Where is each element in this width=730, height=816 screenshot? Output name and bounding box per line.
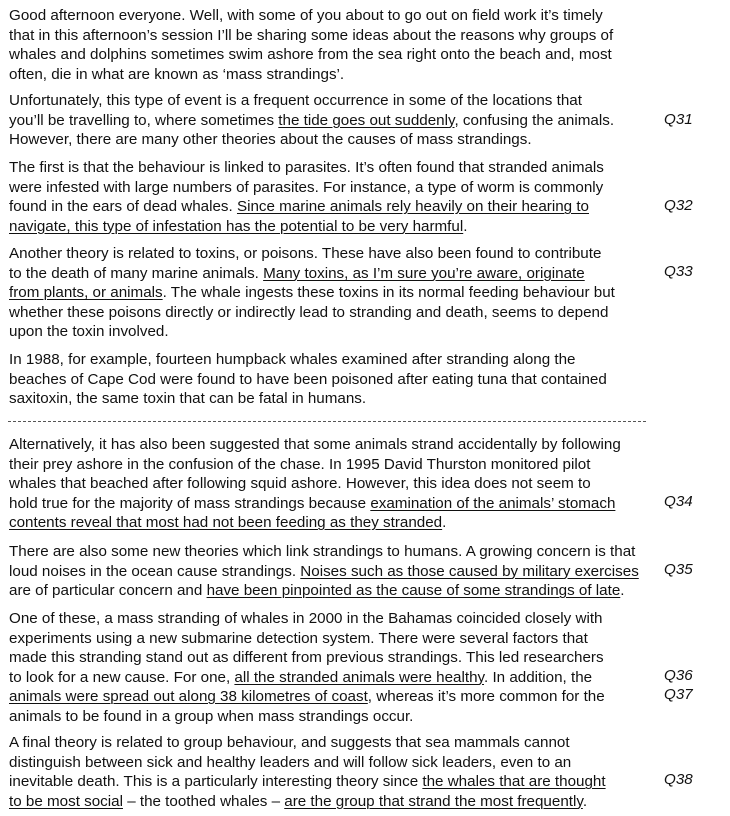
paragraph-parasites	[9, 158, 604, 236]
text-run: .	[442, 514, 447, 531]
underlined-answer-text: the whales that are thought	[422, 773, 606, 790]
text-line	[9, 130, 614, 150]
text-line	[9, 283, 615, 303]
text-run: to look for a new cause. For one,	[9, 668, 235, 686]
underlined-answer-text: to be most social	[9, 792, 123, 810]
text-line	[9, 562, 639, 582]
text-line	[9, 707, 605, 727]
text-line	[9, 217, 604, 237]
text-run: . In addition, the	[484, 668, 593, 686]
text-line	[9, 6, 613, 26]
paragraph-prey	[9, 435, 621, 533]
text-run: saxitoxin, the same toxin that can be fatal in humans.	[9, 390, 367, 407]
text-line	[9, 111, 614, 131]
question-label-q36: Q36	[664, 667, 693, 684]
underlined-answer-text: examination of the animals’ stomach	[370, 494, 616, 512]
text-line	[9, 45, 613, 65]
text-line	[9, 474, 621, 494]
paragraph-humans	[9, 542, 639, 601]
text-line	[9, 455, 621, 475]
text-run: whales and dolphins sometimes swim ashore from the sea right onto the beach and, most	[9, 46, 612, 63]
underlined-answer-text: are the group that strand the most frequently	[284, 792, 583, 810]
text-run: Another theory is related to toxins, or poisons. These have also been found to contribute	[9, 245, 602, 262]
text-run: hold true for the majority of mass strandings because	[9, 494, 371, 512]
paragraph-toxins	[9, 244, 615, 342]
underlined-answer-text: Many toxins, as I’m sure you’re aware, originate	[263, 264, 585, 282]
text-line	[9, 542, 639, 562]
question-label-q32: Q32	[664, 197, 693, 214]
text-run: you’ll be travelling to, where sometimes	[9, 111, 279, 129]
text-run: beaches of Cape Cod were found to have been poisoned after eating tuna that contained	[9, 370, 607, 388]
text-run: found in the ears of dead whales.	[9, 198, 237, 215]
paragraph-intro	[9, 6, 613, 84]
text-run: In 1988, for example, fourteen humpback whales examined after stranding along the	[9, 351, 576, 368]
text-line	[9, 792, 606, 812]
text-line	[9, 26, 613, 46]
text-run: One of these, a mass stranding of whales in 2000 in the Bahamas coincided closely with	[9, 610, 603, 627]
text-run: their prey ashore in the confusion of the chase. In 1995 David Thurston monitored pilot	[9, 455, 591, 473]
text-line	[9, 65, 613, 85]
text-line	[9, 733, 606, 753]
underlined-answer-text: animals were spread out along 38 kilometres of coast	[9, 688, 368, 705]
text-line	[9, 609, 605, 629]
text-run: . The whale ingests these toxins in its normal feeding behaviour but	[162, 284, 615, 301]
underlined-answer-text: all the stranded animals were healthy	[234, 668, 485, 686]
text-line	[9, 435, 621, 455]
text-line	[9, 197, 604, 217]
text-run: distinguish between sick and healthy leaders and will follow sick leaders, even to an	[9, 753, 572, 771]
underlined-answer-text: Noises such as those caused by military exercises	[300, 562, 639, 580]
text-line	[9, 91, 614, 111]
paragraph-group-behaviour	[9, 733, 606, 811]
text-line	[9, 389, 607, 409]
underlined-answer-text: Since marine animals rely heavily on their hearing to	[236, 198, 589, 215]
text-line	[9, 513, 621, 533]
text-run: whether these poisons directly or indirectly lead to stranding and death, seems to depend	[9, 303, 609, 321]
text-line	[9, 158, 604, 178]
text-line	[9, 772, 606, 792]
text-run: experiments using a new submarine detection system. There were several factors that	[9, 629, 588, 647]
text-run: loud noises in the ocean cause strandings.	[9, 562, 301, 580]
text-run: Alternatively, it has also been suggested that some animals strand accidentally by following	[9, 436, 621, 453]
text-run: to the death of many marine animals.	[9, 264, 264, 282]
text-run: .	[582, 792, 588, 810]
paragraph-cape-cod	[9, 350, 607, 409]
text-run: animals to be found in a group when mass strandings occur.	[9, 707, 414, 725]
text-run: There are also some new theories which link strandings to humans. A growing concern is that	[9, 543, 636, 560]
paragraph-bahamas	[9, 609, 605, 726]
text-line	[9, 687, 605, 707]
text-line	[9, 264, 615, 284]
text-run: A final theory is related to group behaviour, and suggests that sea mammals cannot	[9, 734, 570, 751]
text-line	[9, 244, 615, 264]
paragraph-tide	[9, 91, 614, 150]
question-label-q35: Q35	[664, 561, 693, 578]
text-run: , confusing the animals.	[454, 111, 615, 129]
text-run: The first is that the behaviour is linked to parasites. It’s often found that stranded animals	[9, 159, 604, 176]
text-run: whales that beached after following squid ashore. However, this idea does not seem to	[9, 475, 591, 492]
text-run: are of particular concern and	[9, 582, 207, 599]
question-label-q37: Q37	[664, 686, 693, 703]
text-run: made this stranding stand out as different from previous strandings. This led researchers	[9, 649, 604, 666]
text-line	[9, 648, 605, 668]
text-line	[9, 178, 604, 198]
question-label-q33: Q33	[664, 263, 693, 280]
text-run: .	[463, 217, 468, 235]
text-run: inevitable death. This is a particularly interesting theory since	[9, 773, 423, 790]
text-run: that in this afternoon’s session I’ll be sharing some ideas about the reasons why groups of	[9, 26, 614, 44]
text-run: often, die in what are known as ‘mass strandings’.	[9, 65, 345, 83]
underlined-answer-text: navigate, this type of infestation has the potential to be very harmful	[9, 217, 464, 235]
question-label-q31: Q31	[664, 111, 693, 128]
text-run: were infested with large numbers of parasites. For instance, a type of worm is commonly	[9, 178, 604, 196]
question-label-q38: Q38	[664, 771, 693, 788]
underlined-answer-text: the tide goes out suddenly	[278, 111, 455, 129]
text-run: upon the toxin involved.	[9, 323, 169, 340]
text-line	[9, 322, 615, 342]
text-run: – the toothed whales –	[122, 792, 285, 810]
text-line	[9, 581, 639, 601]
underlined-answer-text: have been pinpointed as the cause of some strandings of late	[206, 582, 621, 599]
underlined-answer-text: from plants, or animals	[9, 284, 163, 301]
text-run: Good afternoon everyone. Well, with some of you about to go out on field work it’s timely	[9, 7, 603, 24]
text-line	[9, 350, 607, 370]
text-line	[9, 629, 605, 649]
text-line	[9, 303, 615, 323]
text-line	[9, 753, 606, 773]
text-run: .	[620, 582, 625, 599]
text-run: , whereas it’s more common for the	[367, 688, 605, 705]
section-divider	[8, 421, 646, 422]
text-line	[9, 370, 607, 390]
text-run: Unfortunately, this type of event is a frequent occurrence in some of the locations that	[9, 92, 582, 109]
text-run: However, there are many other theories about the causes of mass strandings.	[9, 131, 532, 148]
question-label-q34: Q34	[664, 493, 693, 510]
underlined-answer-text: contents reveal that most had not been feeding as they stranded	[9, 514, 443, 531]
text-line	[9, 668, 605, 688]
text-line	[9, 494, 621, 514]
